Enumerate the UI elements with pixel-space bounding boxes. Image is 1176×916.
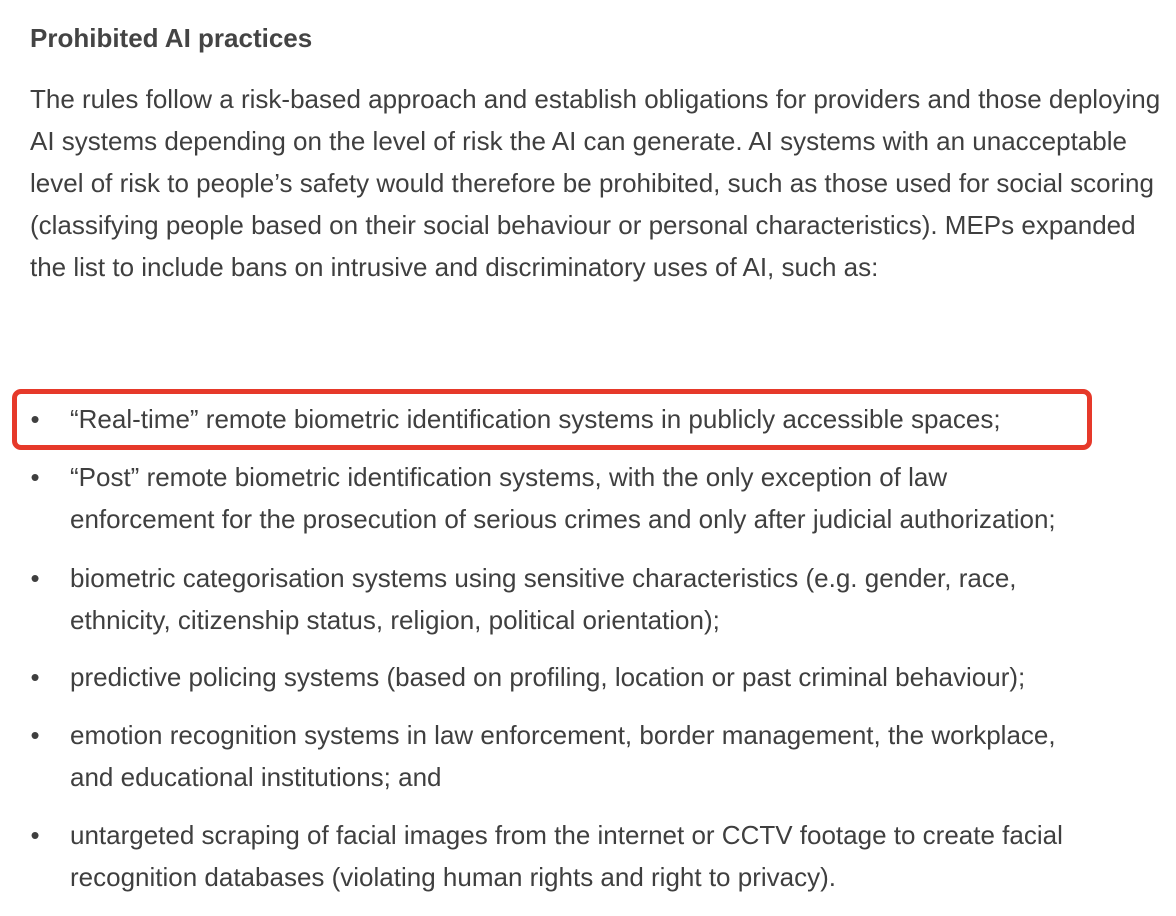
list-item-text: untargeted scraping of facial images from the internet or CCTV footage to create facial recognition databases (violating human rights and right to privacy).: [70, 820, 1063, 892]
intro-paragraph: The rules follow a risk-based approach and establish obligations for providers and those deploying AI systems depending on the level of risk the AI can generate. AI systems with an unacceptable level of risk to people’s safety would therefore be prohibited, such as those used for social scoring (classifying people based on their social behaviour or personal characteristics). MEPs expanded the list to include bans on intrusive and discriminatory uses of AI, such as:: [30, 84, 1161, 282]
bullet-icon: •: [30, 820, 40, 850]
bullet-icon: •: [30, 563, 40, 593]
list-item-text: biometric categorisation systems using sensitive characteristics (e.g. gender, race, ethnicity, citizenship status, religion, political orientation);: [70, 563, 1017, 635]
bullet-icon: •: [30, 662, 40, 692]
bullet-icon: •: [30, 404, 40, 434]
bullet-icon: •: [30, 720, 40, 750]
list-item-text: emotion recognition systems in law enforcement, border management, the workplace, and educational institutions; and: [70, 720, 1056, 792]
list-item-text: predictive policing systems (based on profiling, location or past criminal behaviour);: [70, 662, 1026, 692]
section-heading: Prohibited AI practices: [30, 23, 313, 53]
list-item-text: “Post” remote biometric identification systems, with the only exception of law enforcement for the prosecution of serious crimes and only after judicial authorization;: [70, 462, 1056, 534]
bullet-icon: •: [30, 462, 40, 492]
list-item-text: “Real-time” remote biometric identification systems in publicly accessible spaces;: [70, 404, 1001, 434]
